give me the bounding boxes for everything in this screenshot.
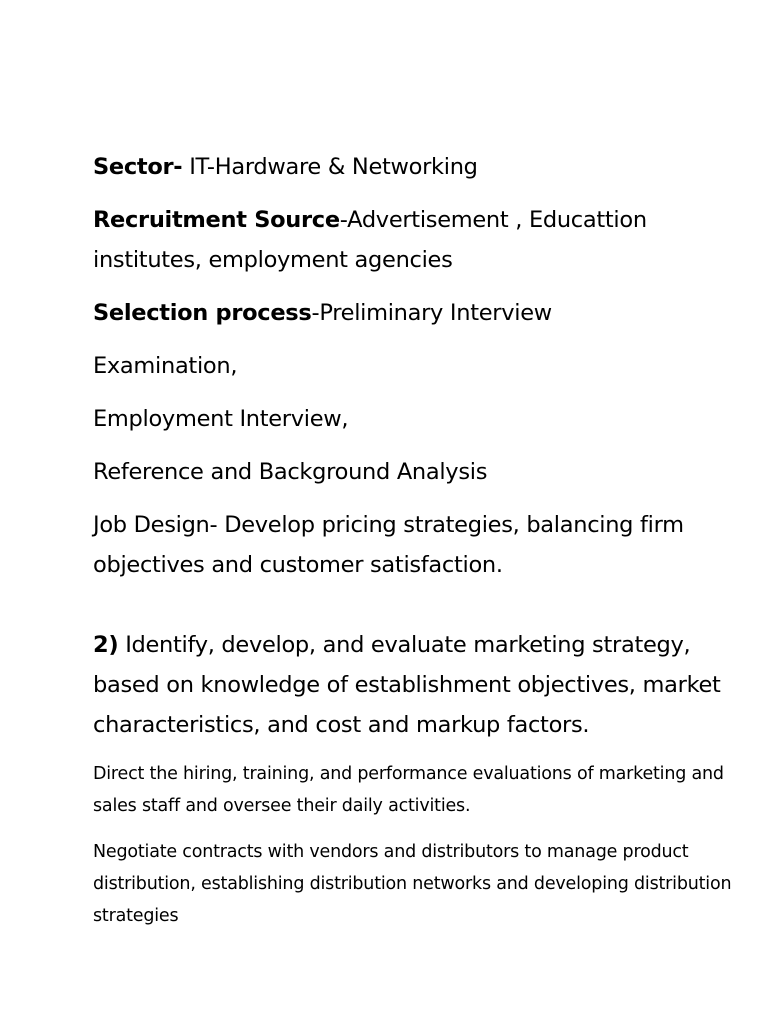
selection-process-label: Selection process	[93, 300, 312, 326]
item-2-text: Identify, develop, and evaluate marketing strategy, based on knowledge of establishment objectives, market characteristics, and cost and markup factors.	[93, 632, 721, 738]
item-2-number: 2)	[93, 632, 119, 658]
document-body	[93, 147, 743, 946]
selection-step-employment-interview: Employment Interview,	[93, 406, 349, 432]
paragraph-contracts: Negotiate contracts with vendors and distributors to manage product distribution, establishing distribution networks and developing distribution strategies	[93, 842, 732, 926]
paragraph-hiring: Direct the hiring, training, and performance evaluations of marketing and sales staff and oversee their daily activities.	[93, 764, 724, 816]
selection-process-line	[93, 293, 743, 333]
recruitment-source-label: Recruitment Source	[93, 207, 340, 233]
recruitment-source-line	[93, 200, 743, 280]
selection-process-value: -Preliminary Interview	[311, 300, 552, 326]
sector-line	[93, 147, 743, 187]
selection-step-examination: Examination,	[93, 353, 238, 379]
job-design-line: Job Design- Develop pricing strategies, balancing firm objectives and customer satisfaction.	[93, 512, 684, 578]
recruitment-source-value: -Advertisement , Educattion institutes, employment agencies	[93, 207, 647, 273]
sector-label: Sector-	[93, 154, 183, 180]
selection-step-reference-analysis: Reference and Background Analysis	[93, 459, 488, 485]
item-2-paragraph	[93, 625, 743, 745]
sector-value: IT-Hardware & Networking	[182, 154, 478, 180]
